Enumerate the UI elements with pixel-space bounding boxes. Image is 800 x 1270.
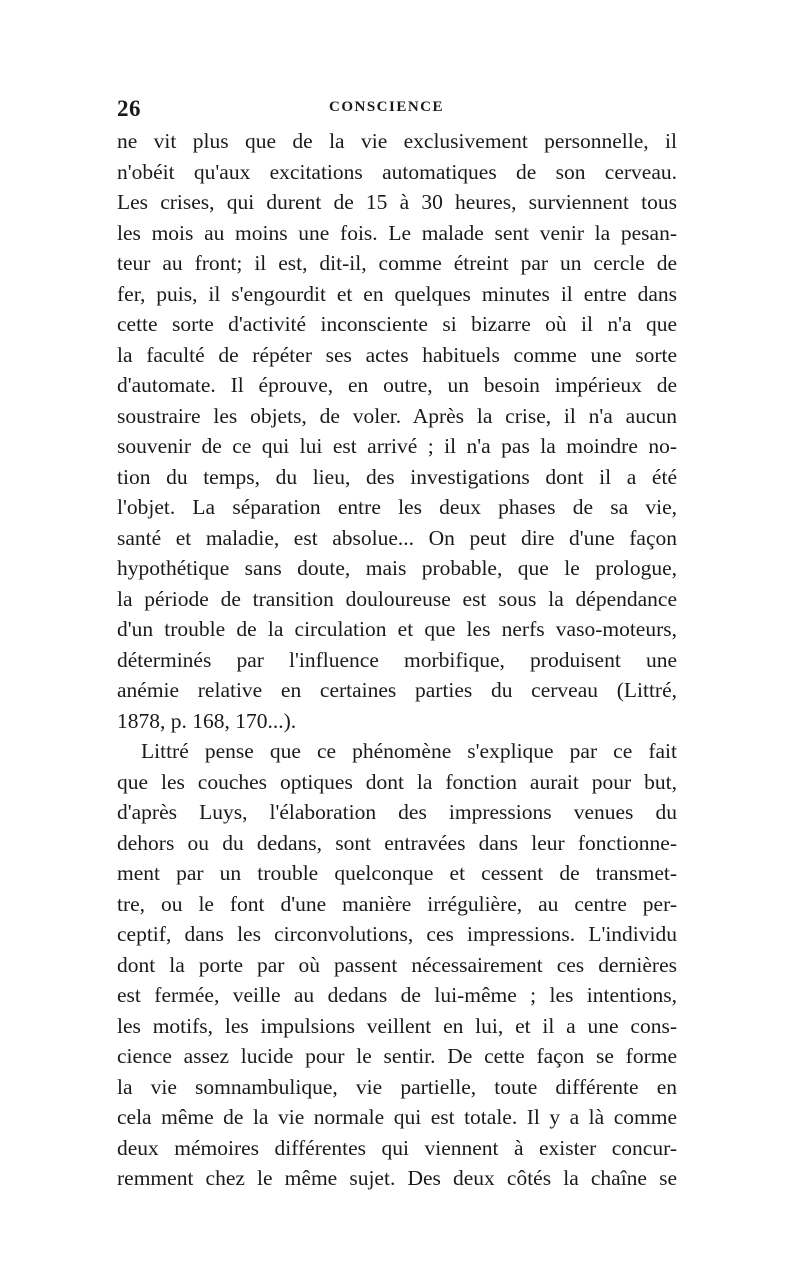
page-number: 26: [117, 96, 141, 121]
text-line: cience assez lucide pour le sentir. De cette façon se forme: [117, 1044, 677, 1068]
text-line: ceptif, dans les circonvolutions, ces impressions. L'individu: [117, 922, 677, 946]
text-line: cela même de la vie normale qui est totale. Il y a là comme: [117, 1105, 677, 1129]
text-line: la période de transition douloureuse est sous la dépendance: [117, 586, 677, 611]
text-line: deux mémoires différentes qui viennent à exister concur-: [117, 1135, 677, 1160]
text-line: tre, ou le font d'une manière irrégulière, au centre per-: [117, 891, 677, 916]
text-line: d'automate. Il éprouve, en outre, un besoin impérieux de: [117, 373, 677, 397]
text-line: Les crises, qui durent de 15 à 30 heures, surviennent tous: [117, 190, 677, 214]
text-line: est fermée, veille au dedans de lui-même ; les intentions,: [117, 983, 677, 1007]
text-line: ment par un trouble quelconque et cessent de transmet-: [117, 861, 677, 885]
text-line: déterminés par l'influence morbifique, produisent une: [117, 647, 677, 672]
text-line: fer, puis, il s'engourdit et en quelques minutes il entre dans: [117, 281, 677, 306]
text-line: souvenir de ce qui lui est arrivé ; il n'a pas la moindre no-: [117, 434, 677, 458]
text-line: anémie relative en certaines parties du cerveau (Littré,: [117, 678, 677, 702]
text-line: les mois au moins une fois. Le malade sent venir la pesan-: [117, 220, 677, 245]
text-line: d'après Luys, l'élaboration des impressions venues du: [117, 800, 677, 824]
running-title: CONSCIENCE: [329, 99, 445, 115]
text-line: ne vit plus que de la vie exclusivement personnelle, il: [117, 129, 677, 153]
body-text: [117, 126, 677, 1194]
text-line: soustraire les objets, de voler. Après la crise, il n'a aucun: [117, 403, 677, 428]
text-line: Littré pense que ce phénomène s'explique par ce fait: [141, 739, 677, 763]
text-line: n'obéit qu'aux excitations automatiques de son cerveau.: [117, 159, 677, 184]
text-line: teur au front; il est, dit-il, comme étreint par un cercle de: [117, 251, 677, 275]
running-head: [117, 96, 677, 126]
text-line: les motifs, les impulsions veillent en lui, et il a une cons-: [117, 1013, 677, 1038]
text-line: l'objet. La séparation entre les deux phases de sa vie,: [117, 495, 677, 519]
text-line: santé et maladie, est absolue... On peut dire d'une façon: [117, 525, 677, 550]
text-line: la vie somnambulique, vie partielle, toute différente en: [117, 1074, 677, 1099]
text-line: dont la porte par où passent nécessairement ces dernières: [117, 952, 677, 977]
text-line: hypothétique sans doute, mais probable, que le prologue,: [117, 556, 677, 580]
text-line: que les couches optiques dont la fonction aurait pour but,: [117, 769, 677, 794]
text-line: tion du temps, du lieu, des investigations dont il a été: [117, 464, 677, 489]
text-line: 1878, p. 168, 170...).: [117, 708, 297, 733]
text-line: cette sorte d'activité inconsciente si bizarre où il n'a que: [117, 312, 677, 336]
text-line: remment chez le même sujet. Des deux côtés la chaîne se: [117, 1166, 677, 1190]
text-line: la faculté de répéter ses actes habituels comme une sorte: [117, 342, 677, 367]
text-line: dehors ou du dedans, sont entravées dans leur fonctionne-: [117, 830, 677, 855]
text-line: d'un trouble de la circulation et que les nerfs vaso-moteurs,: [117, 617, 677, 641]
